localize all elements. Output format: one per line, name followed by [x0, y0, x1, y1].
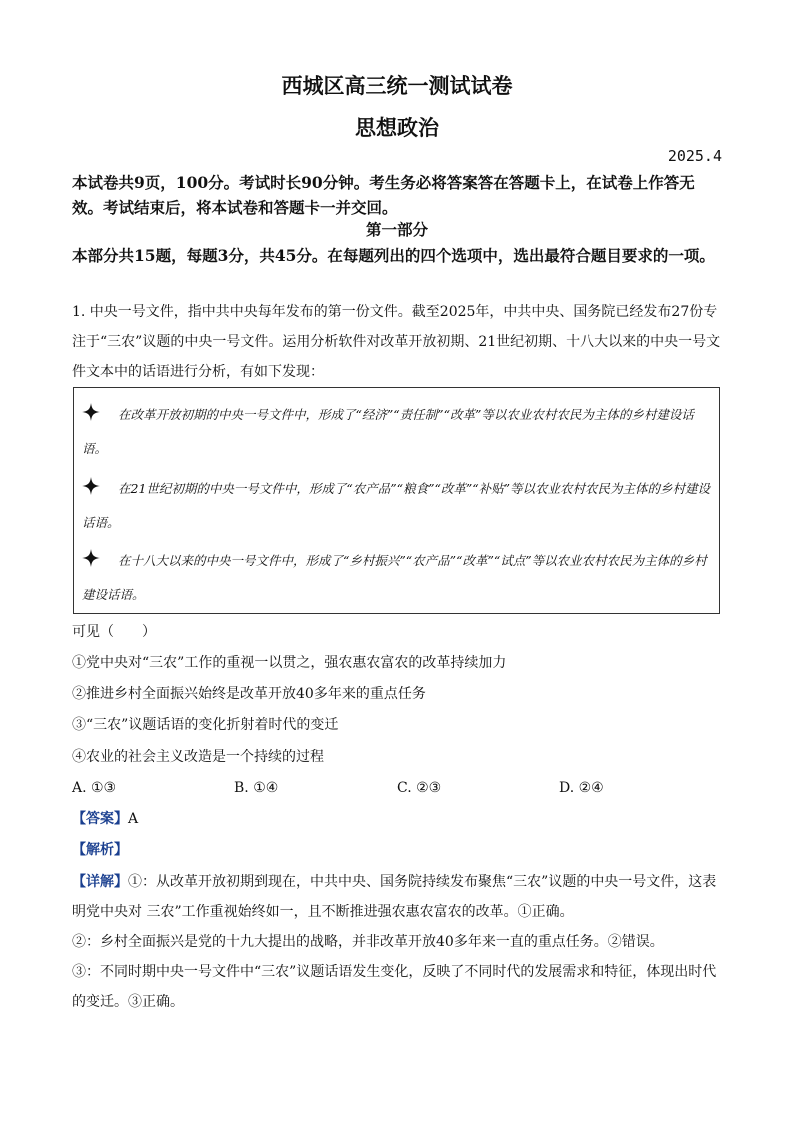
finding-text: 在十八大以来的中央一号文件中，形成了“乡村振兴”“农产品”“改革”“试点”等以农业农村农民为主体的乡村建设话语。	[82, 553, 707, 602]
answer-options	[72, 773, 722, 803]
finding-item	[82, 398, 712, 466]
finding-text: 在改革开放初期的中央一号文件中，形成了“经济”“责任制”“改革”等以农业农村农民为主体的乡村建设话语。	[82, 407, 694, 456]
detail-paragraph: ②：乡村全面振兴是党的十九大提出的战略，并非改革开放40多年来一直的重点任务。②错误。	[72, 934, 664, 950]
option-b[interactable]: B. ①④	[234, 780, 279, 796]
exam-title: 西城区高三统一测试试卷	[281, 73, 513, 98]
answer-line	[72, 804, 722, 834]
answer-value: A	[128, 811, 139, 827]
statement-2: ②推进乡村全面振兴始终是改革开放40多年来的重点任务	[72, 686, 426, 702]
statement-3: ③“三农”议题话语的变化折射着时代的变迁	[72, 717, 339, 733]
detail-section	[72, 867, 722, 1017]
detail-tag: 【详解】	[72, 874, 128, 890]
option-d[interactable]: D. ②④	[559, 780, 604, 796]
statement-1: ①党中央对“三农”工作的重视一以贯之，强农惠农富农的改革持续加力	[72, 655, 507, 671]
answer-tag: 【答案】	[72, 811, 128, 827]
finding-item	[82, 472, 712, 540]
four-point-star-icon	[82, 477, 100, 495]
finding-text: 在21世纪初期的中央一号文件中，形成了“农产品”“粮食”“改革”“补贴”等以农业农村农民为主体的乡村建设话语。	[82, 481, 711, 530]
four-point-star-icon	[82, 403, 100, 421]
exam-subject: 思想政治	[355, 115, 439, 140]
findings-box	[73, 387, 720, 614]
analysis-line	[72, 835, 722, 865]
detail-paragraph: ③：不同时期中央一号文件中“三农”议题话语发生变化，反映了不同时代的发展需求和特征，体现出时代的变迁。③正确。	[72, 964, 717, 1010]
part-instructions: 本部分共15题，每题3分，共45分。在每题列出的四个选项中，选出最符合题目要求的一项。	[72, 246, 715, 265]
detail-paragraph	[72, 867, 722, 927]
exam-date: 2025.4	[667, 147, 722, 165]
four-point-star-icon	[82, 549, 100, 567]
option-a[interactable]: A. ①③	[72, 780, 117, 796]
exam-instructions: 本试卷共9页，100分。考试时长90分钟。考生务必将答案答在答题卡上，在试卷上作答无效。考试结束后，将本试卷和答题卡一并交回。	[72, 173, 695, 217]
question-1-stem: 1. 中央一号文件，指中共中央每年发布的第一份文件。截至2025年，中共中央、国务院已经发布27份专注于“三农”议题的中央一号文件。运用分析软件对改革开放初期、21世纪初期、十八大以来的中央一号文件文本中的话语进行分析，有如下发现：	[72, 304, 721, 380]
finding-item	[82, 544, 712, 612]
question-prompt: 可见（ ）	[72, 624, 156, 640]
detail-text: ①：从改革开放初期到现在，中共中央、国务院持续发布聚焦“三农”议题的中央一号文件，这表明党中央对 三农”工作重视始终如一，且不断推进强农惠农富农的改革。①正确。	[72, 874, 717, 920]
part-title: 第一部分	[365, 220, 428, 239]
analysis-tag: 【解析】	[72, 842, 128, 858]
statement-4: ④农业的社会主义改造是一个持续的过程	[72, 749, 324, 765]
option-c[interactable]: C. ②③	[397, 780, 442, 796]
